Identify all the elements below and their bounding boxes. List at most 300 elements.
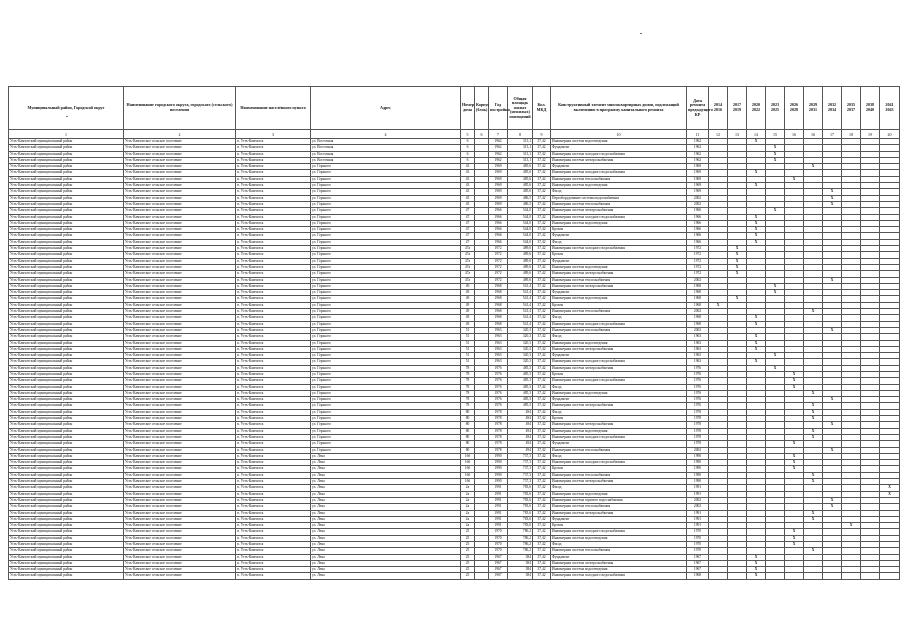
house-number-cell: 78 — [461, 378, 475, 384]
build-year-cell: 1972 — [489, 271, 508, 277]
settlement-cell: Усть-Камчатское сельское поселение — [124, 441, 236, 447]
mkd-count-cell: 37,42 — [533, 151, 551, 157]
period-cell — [785, 573, 804, 579]
district-cell: Усть-Камчатский муниципальный район — [9, 157, 124, 163]
build-year-cell: 1970 — [489, 535, 508, 541]
area-cell: 541,4 — [508, 321, 533, 327]
locality-cell: п. Усть-Камчатск — [236, 227, 311, 233]
settlement-cell: Усть-Камчатское сельское поселение — [124, 296, 236, 302]
address-cell: ул. Восточная — [311, 157, 461, 163]
build-year-cell: 1972 — [489, 264, 508, 270]
previous-repair-date-cell: 1967 — [687, 567, 709, 573]
settlement-cell: Усть-Камчатское сельское поселение — [124, 157, 236, 163]
period-mark-cell: X — [842, 523, 861, 529]
area-cell: 783,6 — [508, 510, 533, 516]
structural-element-cell: Инженерная система водоотведения — [551, 139, 687, 145]
area-cell: 485,3 — [508, 390, 533, 396]
previous-repair-date-cell: 1968 — [687, 315, 709, 321]
settlement-cell: Усть-Камчатское сельское поселение — [124, 309, 236, 315]
district-cell: Усть-Камчатский муниципальный район — [9, 560, 124, 566]
address-cell: ул. Горького — [311, 252, 461, 258]
settlement-cell: Усть-Камчатское сельское поселение — [124, 246, 236, 252]
mkd-count-cell: 37,42 — [533, 378, 551, 384]
previous-repair-date-cell: 1972 — [687, 258, 709, 264]
column-header: Общая площадь жилых (нежилых) помещений — [508, 87, 533, 130]
structural-element-cell: Инженерная система теплоснабжения — [551, 327, 687, 333]
area-cell: 320,3 — [508, 340, 533, 346]
previous-repair-date-cell: 1969 — [687, 170, 709, 176]
locality-cell: п. Усть-Камчатск — [236, 290, 311, 296]
build-year-cell: 1963 — [489, 334, 508, 340]
locality-cell: п. Усть-Камчатск — [236, 302, 311, 308]
area-cell: 384 — [508, 573, 533, 579]
settlement-cell: Усть-Камчатское сельское поселение — [124, 290, 236, 296]
locality-cell: п. Усть-Камчатск — [236, 491, 311, 497]
area-cell: 485,6 — [508, 176, 533, 182]
period-mark-cell: X — [785, 453, 804, 459]
period-mark-cell: X — [804, 428, 823, 434]
area-cell: 489,6 — [508, 258, 533, 264]
period-mark-cell: X — [804, 403, 823, 409]
structural-element-cell: Фундамент — [551, 290, 687, 296]
column-header: Муниципальный район, Городской округ — [9, 87, 124, 130]
build-year-cell: 1970 — [489, 529, 508, 535]
table-row — [9, 573, 900, 579]
previous-repair-date-cell: 1990 — [687, 466, 709, 472]
build-year-cell: 1968 — [489, 290, 508, 296]
settlement-cell: Усть-Камчатское сельское поселение — [124, 371, 236, 377]
house-number-cell: 49 — [461, 296, 475, 302]
build-year-cell: 1978 — [489, 447, 508, 453]
area-cell: 494 — [508, 409, 533, 415]
locality-cell: п. Усть-Камчатск — [236, 239, 311, 245]
previous-repair-date-cell: 2002 — [687, 497, 709, 503]
area-cell: 544,0 — [508, 208, 533, 214]
mkd-count-cell: 37,42 — [533, 453, 551, 459]
house-number-cell: 16б — [461, 466, 475, 472]
settlement-cell: Усть-Камчатское сельское поселение — [124, 510, 236, 516]
mkd-count-cell: 37,42 — [533, 296, 551, 302]
district-cell: Усть-Камчатский муниципальный район — [9, 554, 124, 560]
mkd-count-cell: 37,42 — [533, 290, 551, 296]
locality-cell: п. Усть-Камчатск — [236, 523, 311, 529]
period-mark-cell: X — [880, 491, 900, 497]
previous-repair-date-cell: 1990 — [687, 460, 709, 466]
address-cell: ул. Восточная — [311, 145, 461, 151]
address-cell: ул. Лена — [311, 479, 461, 485]
locality-cell: п. Усть-Камчатск — [236, 409, 311, 415]
settlement-cell: Усть-Камчатское сельское поселение — [124, 139, 236, 145]
mkd-count-cell: 37,42 — [533, 327, 551, 333]
mkd-count-cell: 37,42 — [533, 504, 551, 510]
locality-cell: п. Усть-Камчатск — [236, 554, 311, 560]
settlement-cell: Усть-Камчатское сельское поселение — [124, 176, 236, 182]
address-cell: ул. Лена — [311, 560, 461, 566]
address-cell: ул. Горького — [311, 353, 461, 359]
mkd-count-cell: 37,42 — [533, 359, 551, 365]
settlement-cell: Усть-Камчатское сельское поселение — [124, 428, 236, 434]
build-year-cell: 1972 — [489, 252, 508, 258]
settlement-cell: Усть-Камчатское сельское поселение — [124, 434, 236, 440]
mkd-count-cell: 37,42 — [533, 233, 551, 239]
house-number-cell: 78 — [461, 371, 475, 377]
column-header: 2032 2034 — [823, 87, 842, 130]
previous-repair-date-cell: 1976 — [687, 397, 709, 403]
locality-cell: п. Усть-Камчатск — [236, 145, 311, 151]
structural-element-cell: Кровля — [551, 466, 687, 472]
settlement-cell: Усть-Камчатское сельское поселение — [124, 390, 236, 396]
previous-repair-date-cell: 1972 — [687, 246, 709, 252]
structural-element-cell: Инженерная система теплоснабжения — [551, 447, 687, 453]
build-year-cell: 1991 — [489, 504, 508, 510]
settlement-cell: Усть-Камчатское сельское поселение — [124, 264, 236, 270]
house-number-cell: 47а — [461, 264, 475, 270]
period-mark-cell: X — [804, 409, 823, 415]
house-number-cell: 6 — [461, 139, 475, 145]
previous-repair-date-cell: 1966 — [687, 214, 709, 220]
build-year-cell: 1968 — [489, 309, 508, 315]
house-number-cell: 47 — [461, 227, 475, 233]
structural-element-cell: Инженерная система электроснабжения — [551, 403, 687, 409]
locality-cell: п. Усть-Камчатск — [236, 542, 311, 548]
mkd-count-cell: 37,42 — [533, 491, 551, 497]
period-mark-cell: X — [747, 170, 766, 176]
district-cell: Усть-Камчатский муниципальный район — [9, 246, 124, 252]
area-cell: 320,3 — [508, 346, 533, 352]
previous-repair-date-cell: 1966 — [687, 227, 709, 233]
build-year-cell: 1991 — [489, 497, 508, 503]
district-cell: Усть-Камчатский муниципальный район — [9, 504, 124, 510]
locality-cell: п. Усть-Камчатск — [236, 529, 311, 535]
district-cell: Усть-Камчатский муниципальный район — [9, 151, 124, 157]
district-cell: Усть-Камчатский муниципальный район — [9, 359, 124, 365]
address-cell: ул. Горького — [311, 334, 461, 340]
structural-element-cell: Кровля — [551, 227, 687, 233]
area-cell: 544,0 — [508, 214, 533, 220]
previous-repair-date-cell: 1962 — [687, 145, 709, 151]
previous-repair-date-cell: 1968 — [687, 283, 709, 289]
locality-cell: п. Усть-Камчатск — [236, 233, 311, 239]
column-number: 19 — [861, 130, 880, 139]
address-cell: ул. Горького — [311, 327, 461, 333]
locality-cell: п. Усть-Камчатск — [236, 390, 311, 396]
settlement-cell: Усть-Камчатское сельское поселение — [124, 523, 236, 529]
house-number-cell: 78 — [461, 384, 475, 390]
settlement-cell: Усть-Камчатское сельское поселение — [124, 403, 236, 409]
mkd-count-cell: 37,42 — [533, 271, 551, 277]
period-mark-cell: X — [747, 239, 766, 245]
area-cell: 737,3 — [508, 460, 533, 466]
mkd-count-cell: 37,42 — [533, 523, 551, 529]
house-number-cell: 80 — [461, 441, 475, 447]
district-cell: Усть-Камчатский муниципальный район — [9, 296, 124, 302]
district-cell: Усть-Камчатский муниципальный район — [9, 485, 124, 491]
column-number: 14 — [747, 130, 766, 139]
structural-element-cell: Инженерная система теплоснабжения — [551, 548, 687, 554]
address-cell: ул. Горького — [311, 447, 461, 453]
period-mark-cell: X — [766, 290, 785, 296]
previous-repair-date-cell: 1972 — [687, 271, 709, 277]
column-header: Наименование городского округа, городского (сельского) поселения — [124, 87, 236, 130]
previous-repair-date-cell: 1962 — [687, 151, 709, 157]
column-number: 2 — [124, 130, 236, 139]
area-cell: 541,4 — [508, 296, 533, 302]
settlement-cell: Усть-Камчатское сельское поселение — [124, 302, 236, 308]
column-header: 2026 2028 — [785, 87, 804, 130]
settlement-cell: Усть-Камчатское сельское поселение — [124, 548, 236, 554]
address-cell: ул. Горького — [311, 233, 461, 239]
area-cell: 489,6 — [508, 271, 533, 277]
structural-element-cell: Инженерная система электроснабжения — [551, 346, 687, 352]
area-cell: 541,4 — [508, 309, 533, 315]
structural-element-cell: Инженерная система водоотведения — [551, 296, 687, 302]
district-cell: Усть-Камчатский муниципальный район — [9, 258, 124, 264]
structural-element-cell: Инженерная система холодного водоснабжения — [551, 434, 687, 440]
settlement-cell: Усть-Камчатское сельское поселение — [124, 220, 236, 226]
district-cell: Усть-Камчатский муниципальный район — [9, 139, 124, 145]
column-header: 2029 2031 — [804, 87, 823, 130]
house-number-cell: 43 — [461, 189, 475, 195]
structural-element-cell: Инженерная система теплоснабжения — [551, 176, 687, 182]
build-year-cell: 1969 — [489, 170, 508, 176]
locality-cell: п. Усть-Камчатск — [236, 321, 311, 327]
settlement-cell: Усть-Камчатское сельское поселение — [124, 542, 236, 548]
previous-repair-date-cell: 1962 — [687, 157, 709, 163]
district-cell: Усть-Камчатский муниципальный район — [9, 214, 124, 220]
previous-repair-date-cell: 1976 — [687, 403, 709, 409]
house-number-cell: 47а — [461, 258, 475, 264]
period-mark-cell: X — [823, 504, 842, 510]
mkd-count-cell: 37,42 — [533, 365, 551, 371]
area-cell: 384 — [508, 554, 533, 560]
mkd-count-cell: 37,42 — [533, 346, 551, 352]
settlement-cell: Усть-Камчатское сельское поселение — [124, 327, 236, 333]
area-cell: 489,6 — [508, 277, 533, 283]
previous-repair-date-cell: 1990 — [687, 472, 709, 478]
build-year-cell: 1966 — [489, 239, 508, 245]
build-year-cell: 1970 — [489, 542, 508, 548]
structural-element-cell: Фасад — [551, 239, 687, 245]
address-cell: ул. Горького — [311, 227, 461, 233]
district-cell: Усть-Камчатский муниципальный район — [9, 189, 124, 195]
previous-repair-date-cell: 1969 — [687, 164, 709, 170]
area-cell: 541,4 — [508, 302, 533, 308]
district-cell: Усть-Камчатский муниципальный район — [9, 365, 124, 371]
mkd-count-cell: 37,42 — [533, 183, 551, 189]
structural-element-cell: Инженерная система холодного водоснабжения — [551, 460, 687, 466]
structural-element-cell: Фундамент — [551, 233, 687, 239]
previous-repair-date-cell: 1963 — [687, 334, 709, 340]
locality-cell: п. Усть-Камчатск — [236, 340, 311, 346]
district-cell: Усть-Камчатский муниципальный район — [9, 227, 124, 233]
address-cell: ул. Горького — [311, 258, 461, 264]
settlement-cell: Усть-Камчатское сельское поселение — [124, 164, 236, 170]
house-number-cell: 25 — [461, 554, 475, 560]
previous-repair-date-cell: 2002 — [687, 327, 709, 333]
locality-cell: п. Усть-Камчатск — [236, 472, 311, 478]
locality-cell: п. Усть-Камчатск — [236, 497, 311, 503]
settlement-cell: Усть-Камчатское сельское поселение — [124, 239, 236, 245]
district-cell: Усть-Камчатский муниципальный район — [9, 201, 124, 207]
locality-cell: п. Усть-Камчатск — [236, 466, 311, 472]
mkd-count-cell: 37,42 — [533, 441, 551, 447]
district-cell: Усть-Камчатский муниципальный район — [9, 378, 124, 384]
house-number-cell: 45 — [461, 201, 475, 207]
address-cell: ул. Горького — [311, 422, 461, 428]
build-year-cell: 1976 — [489, 390, 508, 396]
build-year-cell: 1972 — [489, 258, 508, 264]
previous-repair-date-cell: 1976 — [687, 384, 709, 390]
address-cell: ул. Лена — [311, 485, 461, 491]
structural-element-cell: Фасад — [551, 334, 687, 340]
column-number: 20 — [880, 130, 900, 139]
previous-repair-date-cell: 1970 — [687, 542, 709, 548]
mkd-count-cell: 37,42 — [533, 227, 551, 233]
column-number: 6 — [475, 130, 489, 139]
build-year-cell: 1966 — [489, 227, 508, 233]
mkd-count-cell: 37,42 — [533, 434, 551, 440]
house-number-cell: 45 — [461, 195, 475, 201]
period-mark-cell: X — [766, 353, 785, 359]
settlement-cell: Усть-Камчатское сельское поселение — [124, 258, 236, 264]
period-mark-cell: X — [823, 277, 842, 283]
period-cell — [880, 573, 900, 579]
table-column-numbers-row — [9, 130, 900, 139]
locality-cell: п. Усть-Камчатск — [236, 384, 311, 390]
locality-cell: п. Усть-Камчатск — [236, 428, 311, 434]
house-number-cell: 2а — [461, 485, 475, 491]
district-cell: Усть-Камчатский муниципальный район — [9, 371, 124, 377]
period-mark-cell: X — [728, 252, 747, 258]
structural-element-cell: Инженерная система теплоснабжения — [551, 201, 687, 207]
address-cell: ул. Горького — [311, 183, 461, 189]
mkd-count-cell: 37,42 — [533, 277, 551, 283]
district-cell: Усть-Камчатский муниципальный район — [9, 491, 124, 497]
mkd-count-cell: 37,42 — [533, 239, 551, 245]
settlement-cell: Усть-Камчатское сельское поселение — [124, 189, 236, 195]
structural-element-cell: Инженерная система холодного водоснабжения — [551, 573, 687, 579]
settlement-cell: Усть-Камчатское сельское поселение — [124, 208, 236, 214]
structural-element-cell: Инженерная система теплоснабжения — [551, 504, 687, 510]
area-cell: 494 — [508, 441, 533, 447]
structural-element-cell: Инженерная система горячего водоснабжения — [551, 497, 687, 503]
structural-element-cell: Фасад — [551, 409, 687, 415]
structural-element-cell: Инженерная система холодного водоснабжения — [551, 151, 687, 157]
locality-cell: п. Усть-Камчатск — [236, 378, 311, 384]
address-cell: ул. Горького — [311, 239, 461, 245]
previous-repair-date-cell: 1978 — [687, 409, 709, 415]
district-cell: Усть-Камчатский муниципальный район — [9, 145, 124, 151]
column-header: 2035 2037 — [842, 87, 861, 130]
column-number: 17 — [823, 130, 842, 139]
house-number-cell: 51 — [461, 346, 475, 352]
settlement-cell: Усть-Камчатское сельское поселение — [124, 504, 236, 510]
district-cell: Усть-Камчатский муниципальный район — [9, 529, 124, 535]
house-number-cell: 78 — [461, 365, 475, 371]
house-number-cell: 47а — [461, 271, 475, 277]
settlement-cell: Усть-Камчатское сельское поселение — [124, 359, 236, 365]
build-year-cell: 1967 — [489, 554, 508, 560]
structural-element-cell: Инженерная система холодного водоснабжения — [551, 529, 687, 535]
house-number-cell: 47 — [461, 220, 475, 226]
house-number-cell: 51 — [461, 353, 475, 359]
build-year-cell: 1970 — [489, 548, 508, 554]
mkd-count-cell: 37,42 — [533, 170, 551, 176]
address-cell: ул. Горького — [311, 208, 461, 214]
locality-cell: п. Усть-Камчатск — [236, 371, 311, 377]
column-number: 9 — [533, 130, 551, 139]
district-cell: Усть-Камчатский муниципальный район — [9, 479, 124, 485]
column-header: Дата ремонта предыдущего КР — [687, 87, 709, 130]
settlement-cell: Усть-Камчатское сельское поселение — [124, 214, 236, 220]
previous-repair-date-cell: 2002 — [687, 201, 709, 207]
period-mark-cell: X — [804, 479, 823, 485]
mkd-count-cell: 37,42 — [533, 334, 551, 340]
address-cell: ул. Горького — [311, 220, 461, 226]
build-year-cell: 1978 — [489, 416, 508, 422]
district-cell: Усть-Камчатский муниципальный район — [9, 422, 124, 428]
period-mark-cell: X — [804, 516, 823, 522]
mkd-count-cell: 37,42 — [533, 252, 551, 258]
build-year-cell: 1972 — [489, 277, 508, 283]
house-number-cell: 49 — [461, 309, 475, 315]
settlement-cell: Усть-Камчатское сельское поселение — [124, 151, 236, 157]
period-mark-cell: X — [785, 529, 804, 535]
build-year-cell: 1968 — [489, 296, 508, 302]
address-cell: ул. Горького — [311, 170, 461, 176]
locality-cell: п. Усть-Камчатск — [236, 346, 311, 352]
locality-cell: п. Усть-Камчатск — [236, 271, 311, 277]
district-cell: Усть-Камчатский муниципальный район — [9, 384, 124, 390]
address-cell: ул. Горького — [311, 290, 461, 296]
block-cell — [475, 573, 489, 579]
period-mark-cell: X — [728, 264, 747, 270]
area-cell: 485,6 — [508, 183, 533, 189]
district-cell: Усть-Камчатский муниципальный район — [9, 441, 124, 447]
district-cell: Усть-Камчатский муниципальный район — [9, 220, 124, 226]
district-cell: Усть-Камчатский муниципальный район — [9, 523, 124, 529]
area-cell: 384 — [508, 560, 533, 566]
address-cell: ул. Горького — [311, 164, 461, 170]
mkd-count-cell: 37,42 — [533, 176, 551, 182]
mkd-count-cell: 37,42 — [533, 554, 551, 560]
address-cell: ул. Горького — [311, 346, 461, 352]
house-number-cell: 25 — [461, 560, 475, 566]
structural-element-cell: Фасад — [551, 315, 687, 321]
mkd-count-cell: 37,42 — [533, 321, 551, 327]
address-cell: ул. Горького — [311, 201, 461, 207]
locality-cell: п. Усть-Камчатск — [236, 453, 311, 459]
mkd-count-cell: 37,42 — [533, 510, 551, 516]
previous-repair-date-cell: 1966 — [687, 239, 709, 245]
build-year-cell: 1963 — [489, 327, 508, 333]
locality-cell: п. Усть-Камчатск — [236, 485, 311, 491]
area-cell: 544,0 — [508, 220, 533, 226]
build-year-cell: 1978 — [489, 428, 508, 434]
settlement-cell: Усть-Камчатское сельское поселение — [124, 378, 236, 384]
build-year-cell: 1978 — [489, 441, 508, 447]
settlement-cell: Усть-Камчатское сельское поселение — [124, 195, 236, 201]
locality-cell: п. Усть-Камчатск — [236, 327, 311, 333]
mkd-count-cell: 37,42 — [533, 283, 551, 289]
previous-repair-date-cell: 1976 — [687, 371, 709, 377]
settlement-cell: Усть-Камчатское сельское поселение — [124, 334, 236, 340]
address-cell: ул. Горького — [311, 371, 461, 377]
locality-cell: п. Усть-Камчатск — [236, 220, 311, 226]
district-cell: Усть-Камчатский муниципальный район — [9, 233, 124, 239]
period-mark-cell: X — [766, 157, 785, 163]
address-cell: ул. Лена — [311, 497, 461, 503]
